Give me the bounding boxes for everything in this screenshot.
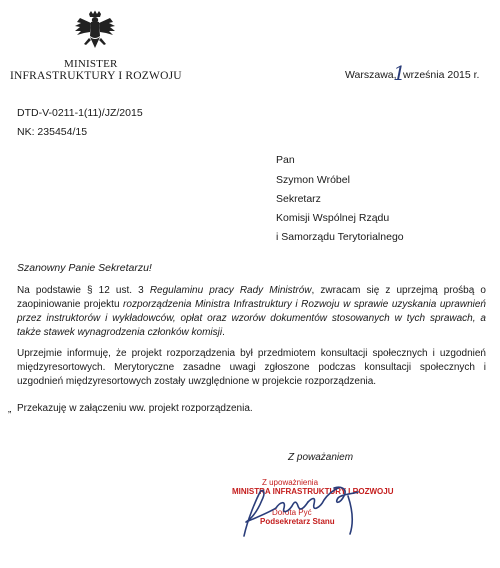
date-city: Warszawa, (345, 69, 397, 81)
reference-dtd: DTD-V-0211-1(11)/JZ/2015 (17, 107, 143, 119)
stamp-ministry: MINISTRA INFRASTRUKTURY I ROZWOJU (232, 487, 394, 496)
body-paragraph-request (17, 284, 486, 340)
stamp-authorization: Z upoważnienia (262, 478, 319, 487)
closing-greeting: Z poważaniem (288, 452, 354, 463)
recipient-line: Komisji Wspólnej Rządu (276, 212, 390, 224)
date-day-handwritten: 1 (393, 61, 406, 85)
recipient-line: Szymon Wróbel (276, 174, 350, 186)
quote-mark: „ (8, 404, 12, 415)
recipient-line: Pan (276, 154, 295, 166)
date-month-year: września 2015 r. (403, 69, 480, 81)
ministry-title-line-2: INFRASTRUKTURY I ROZWOJU (10, 70, 182, 82)
reference-nk: NK: 235454/15 (17, 126, 88, 138)
ministry-title-line-1: MINISTER (64, 58, 118, 70)
body-paragraph-attachment: Przekazuję w załączeniu ww. projekt rozporządzenia. (17, 403, 253, 414)
stamp-signatory-title: Podsekretarz Stanu (260, 517, 335, 526)
body-paragraph-consultation: Uprzejmie informuję, że projekt rozporządzenia był przedmiotem konsultacji społecznych i uzgodnień międzyresortowych. Merytoryczne zasadne uwagi zgłoszone podczas konsultacji społecznych i uzgodnień międzyresortowych zostały uwzględnione w projekcie rozporządzenia. (17, 348, 486, 387)
paragraph-text: , zwracam się z uprzejmą prośbą o zaopiniowanie projektu (17, 285, 486, 310)
draft-regulation-title: rozporządzenia Ministra Infrastruktury i Rozwoju w sprawie uzyskania uprawnień przez instruktorów i wykładowców, opłat oraz wzorów dokumentów stosowanych w tych sprawach, a także stawek wynagrodzenia członków komisji (17, 299, 486, 338)
recipient-line: Sekretarz (276, 193, 321, 205)
polish-eagle-icon (72, 10, 118, 56)
handwritten-signature (230, 478, 380, 538)
stamp-signatory-name: Dorota Pyć (272, 508, 312, 517)
recipient-line: i Samorządu Terytorialnego (276, 231, 404, 243)
paragraph-text: . (222, 327, 225, 338)
salutation: Szanowny Panie Sekretarzu! (17, 262, 152, 274)
paragraph-text: Na podstawie § 12 ust. 3 (17, 285, 150, 296)
regulation-title: Regulaminu pracy Rady Ministrów (149, 285, 312, 296)
